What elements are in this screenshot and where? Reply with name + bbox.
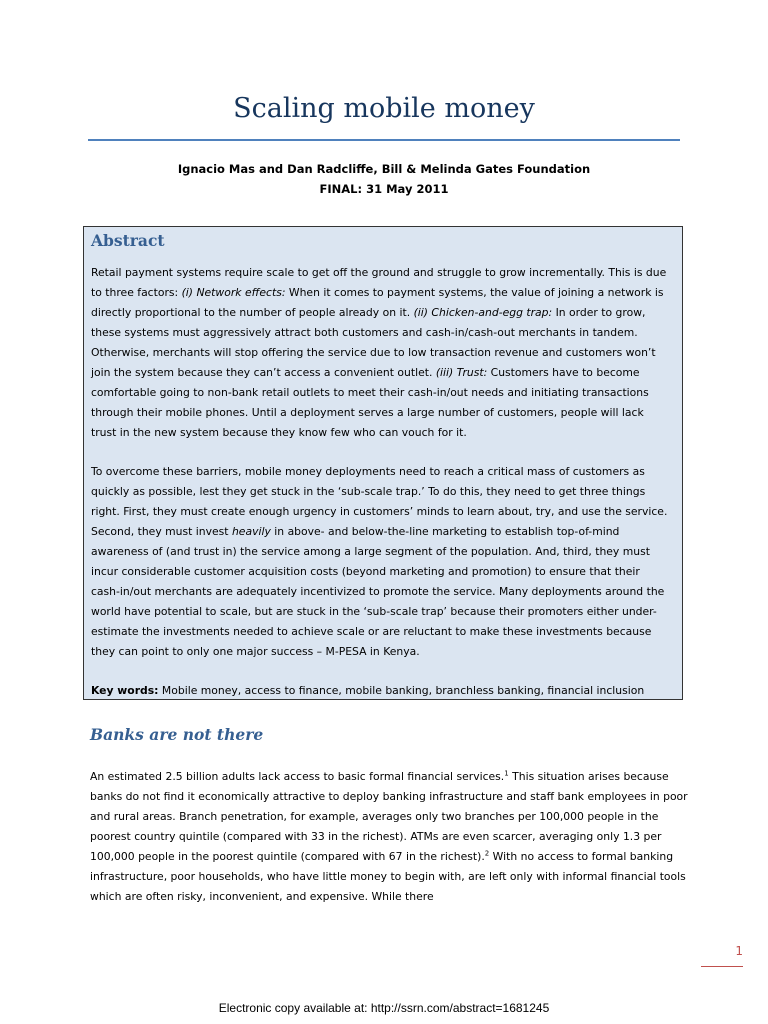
footnote-ref-1[interactable]: 1 [504,769,509,778]
abstract-paragraph-2 [91,462,671,662]
text-run: Customers have to become comfortable going to non-bank retail outlets to meet their cash-in/out needs and initiating transactions through their mobile phones. Until a deployment serves a large number of customers, people will lack trust in the new system because they know few who can vouch for it. [91,366,649,439]
text-run: Retail payment systems require scale to get off the ground and struggle to grow incrementally. This is due to three factors: [91,266,667,299]
text-run: When it comes to payment systems, the value of joining a network is directly proportional to the number of people already on it. [91,286,664,319]
footnote-ref-2[interactable]: 2 [484,849,490,858]
footer-note: Electronic copy available at: http://ssrn.com/abstract=1681245 [218,1001,550,1015]
page-number: 1 [735,944,743,958]
date-line: FINAL: 31 May 2011 [319,182,449,196]
emphasis-run: heavily [231,525,271,538]
author-line: Ignacio Mas and Dan Radcliffe, Bill & Melinda Gates Foundation [177,162,591,176]
abstract-paragraph-1 [91,263,671,443]
emphasis-run: (ii) Chicken-and-egg trap: [413,306,553,319]
abstract-heading: Abstract [91,231,165,250]
section-heading: Banks are not there [90,725,264,744]
body-paragraph [90,767,690,907]
emphasis-run: (i) Network effects: [181,286,286,299]
page-number-rule [701,966,743,967]
abstract-box [83,226,683,700]
emphasis-run: (iii) Trust: [435,366,488,379]
page-title: Scaling mobile money [233,93,535,124]
text-run: in above- and below-the-line marketing to establish top-of-mind awareness of (and trust in) the service among a large segment of the population. And, third, they must incur considerable customer acquisition costs (beyond marketing and promotion) to ensure that their cash-in/out merchants are adequately incentivized to promote the service. Many deployments around the world have potential to scale, but are stuck in the ‘sub-scale trap’ because their promoters either under-estimate the investments needed to achieve scale or are reluctant to make these investments because they can point to only one major success – M-PESA in Kenya. [91,525,665,658]
text-run: To overcome these barriers, mobile money deployments need to reach a critical mass of customers as quickly as possible, lest they get stuck in the ‘sub-scale trap.’ To do this, they need to get three things right. First, they must create enough urgency in customers’ minds to learn about, try, and use the service. Second, they must invest [91,465,668,538]
keywords-text: Mobile money, access to finance, mobile banking, branchless banking, financial inclusion [158,684,645,697]
keywords-line [91,681,671,701]
text-run: This situation arises because banks do not find it economically attractive to deploy banking infrastructure and staff bank employees in poor and rural areas. Branch penetration, for example, averages only two branches per 100,000 people in the poorest country quintile (compared with 33 in the richest). ATMs are even scarcer, averaging only 1.3 per 100,000 people in the poorest quintile (compared with 67 in the richest). [90,770,688,863]
text-run: With no access to formal banking infrastructure, poor households, who have little money to begin with, are left only with informal financial tools which are often risky, inconvenient, and expensive. While there [90,850,686,903]
text-run: In order to grow, these systems must aggressively attract both customers and cash-in/cash-out merchants in tandem. Otherwise, merchants will stop offering the service due to low transaction revenue and customers won’t join the system because they can’t access a convenient outlet. [91,306,656,379]
keywords-label: Key words: [91,684,159,697]
title-divider [88,139,680,141]
text-run: An estimated 2.5 billion adults lack access to basic formal financial services. [90,770,505,783]
